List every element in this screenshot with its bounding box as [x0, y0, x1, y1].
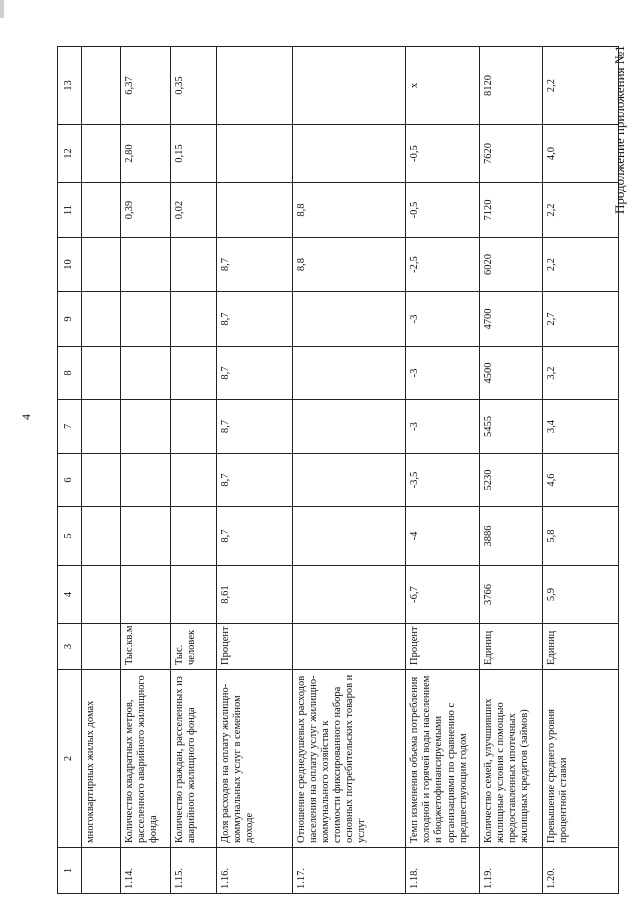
table-row [542, 47, 618, 894]
value-cell [121, 566, 171, 624]
value-cell: 4,0 [542, 125, 618, 183]
value-cell: 8,7 [216, 507, 292, 566]
header-cell: 4 [58, 566, 82, 624]
value-cell: 8,61 [216, 566, 292, 624]
value-cell: 7120 [479, 183, 542, 238]
row-number-cell [81, 848, 120, 894]
value-cell: 8,8 [293, 238, 406, 292]
value-cell: 4,6 [542, 454, 618, 507]
header-cell: 12 [58, 125, 82, 183]
value-cell: 8,7 [216, 454, 292, 507]
value-cell: 5230 [479, 454, 542, 507]
value-cell: -0,5 [406, 183, 479, 238]
value-cell [81, 47, 120, 125]
value-cell [293, 400, 406, 454]
value-cell [293, 507, 406, 566]
value-cell [81, 507, 120, 566]
value-cell: 8,7 [216, 347, 292, 400]
value-cell [171, 454, 217, 507]
header-cell: 2 [58, 670, 82, 848]
value-cell [81, 347, 120, 400]
row-number-cell: 1.16. [216, 848, 292, 894]
table-row [406, 47, 479, 894]
value-cell: х [406, 47, 479, 125]
unit-cell: Единиц [542, 624, 618, 670]
value-cell [171, 347, 217, 400]
value-cell [293, 347, 406, 400]
unit-cell: Тыс.кв.м [121, 624, 171, 670]
header-cell: 6 [58, 454, 82, 507]
value-cell: 8120 [479, 47, 542, 125]
value-cell [293, 125, 406, 183]
unit-cell: Тыс. человек [171, 624, 217, 670]
value-cell [216, 125, 292, 183]
indicator-name-cell: Темп изменения объема потребления холодной и горячей воды населением и бюджетофинансируемыми организациями по сравнению с предшествующим годом [406, 670, 479, 848]
indicators-table [57, 46, 619, 894]
value-cell: -3,5 [406, 454, 479, 507]
indicator-name-cell: Количество квадратных метров, расселенного аварийного жилищного фонда [121, 670, 171, 848]
value-cell: 3,4 [542, 400, 618, 454]
value-cell: 6020 [479, 238, 542, 292]
value-cell [121, 400, 171, 454]
value-cell [216, 47, 292, 125]
indicator-name-cell: Доля расходов на оплату жилищно-коммунальных услуг в семейном доходе [216, 670, 292, 848]
unit-cell [293, 624, 406, 670]
value-cell [171, 400, 217, 454]
value-cell: -3 [406, 347, 479, 400]
indicator-name-cell: Отношение среднедушевых расходов населения на оплату услуг жилищно-коммунального хозяйства к стоимости фиксированного набора основных потребительских товаров и услуг [293, 670, 406, 848]
value-cell: -0,5 [406, 125, 479, 183]
table-row [293, 47, 406, 894]
value-cell: 6,37 [121, 47, 171, 125]
value-cell [81, 400, 120, 454]
header-cell: 8 [58, 347, 82, 400]
indicator-name-cell: Превышение среднего уровня процентной ставки [542, 670, 618, 848]
value-cell [121, 238, 171, 292]
unit-cell [81, 624, 120, 670]
value-cell: 7620 [479, 125, 542, 183]
header-cell: 10 [58, 238, 82, 292]
value-cell: 5,9 [542, 566, 618, 624]
value-cell: 0,15 [171, 125, 217, 183]
table-row [81, 47, 120, 894]
value-cell: 5455 [479, 400, 542, 454]
value-cell: 2,2 [542, 238, 618, 292]
header-cell: 7 [58, 400, 82, 454]
value-cell: 2,2 [542, 183, 618, 238]
value-cell [216, 183, 292, 238]
value-cell [171, 507, 217, 566]
row-number-cell: 1.15. [171, 848, 217, 894]
value-cell [293, 292, 406, 347]
row-number-cell: 1.19. [479, 848, 542, 894]
value-cell: 3766 [479, 566, 542, 624]
value-cell [121, 292, 171, 347]
value-cell: 0,39 [121, 183, 171, 238]
header-cell: 1 [58, 848, 82, 894]
value-cell: 8,7 [216, 238, 292, 292]
value-cell [81, 183, 120, 238]
table-header-row [58, 47, 82, 894]
value-cell: 3,2 [542, 347, 618, 400]
indicator-name-cell: Количество граждан, расселенных из аварийного жилищного фонда [171, 670, 217, 848]
unit-cell: Единиц [479, 624, 542, 670]
value-cell: 0,02 [171, 183, 217, 238]
value-cell: 0,35 [171, 47, 217, 125]
value-cell [121, 347, 171, 400]
table-row [216, 47, 292, 894]
table-row [479, 47, 542, 894]
indicator-name-cell: многоквартирных жилых домах [81, 670, 120, 848]
scan-edge-mark [0, 0, 4, 18]
value-cell: 5,8 [542, 507, 618, 566]
rotated-table-container [57, 47, 619, 894]
value-cell: 2,7 [542, 292, 618, 347]
header-cell: 3 [58, 624, 82, 670]
value-cell [293, 454, 406, 507]
indicator-name-cell: Количество семей, улучшивших жилищные условия с помощью предоставленных ипотечных жилищных кредитов (займов) [479, 670, 542, 848]
value-cell [171, 238, 217, 292]
value-cell [81, 292, 120, 347]
row-number-cell: 1.20. [542, 848, 618, 894]
unit-cell: Процент [216, 624, 292, 670]
value-cell [81, 454, 120, 507]
value-cell: 8,7 [216, 292, 292, 347]
value-cell: 2,2 [542, 47, 618, 125]
header-cell: 5 [58, 507, 82, 566]
page-number: 4 [19, 414, 33, 420]
value-cell: 8,8 [293, 183, 406, 238]
value-cell [293, 47, 406, 125]
header-cell: 11 [58, 183, 82, 238]
value-cell [121, 454, 171, 507]
unit-cell: Процент [406, 624, 479, 670]
value-cell: -6,7 [406, 566, 479, 624]
row-number-cell: 1.14. [121, 848, 171, 894]
table-row [171, 47, 217, 894]
value-cell [81, 125, 120, 183]
value-cell [171, 292, 217, 347]
value-cell: 8,7 [216, 400, 292, 454]
value-cell: -2,5 [406, 238, 479, 292]
value-cell: -3 [406, 400, 479, 454]
value-cell [293, 566, 406, 624]
value-cell [81, 238, 120, 292]
value-cell: 4700 [479, 292, 542, 347]
value-cell: -4 [406, 507, 479, 566]
value-cell [121, 507, 171, 566]
header-cell: 9 [58, 292, 82, 347]
value-cell [171, 566, 217, 624]
value-cell: 3886 [479, 507, 542, 566]
header-cell: 13 [58, 47, 82, 125]
value-cell: 4500 [479, 347, 542, 400]
continuation-heading: Продолжение приложения №1 [612, 45, 627, 214]
table-row [121, 47, 171, 894]
value-cell [81, 566, 120, 624]
value-cell: 2,80 [121, 125, 171, 183]
row-number-cell: 1.18. [406, 848, 479, 894]
row-number-cell: 1.17. [293, 848, 406, 894]
value-cell: -3 [406, 292, 479, 347]
